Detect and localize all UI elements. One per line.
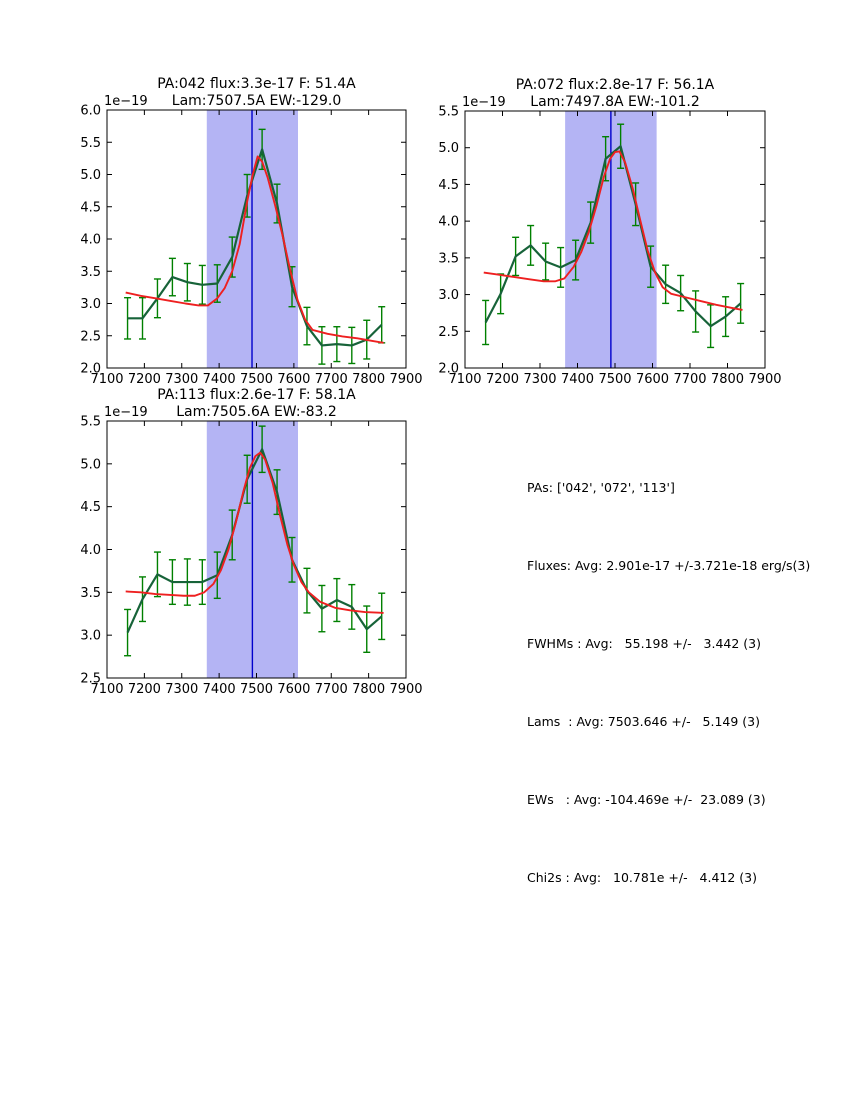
x-tick-label: 7100 [448,372,482,387]
plot-title-line1: PA:113 flux:2.6e-17 F: 58.1A [157,387,356,403]
y-tick-label: 2.5 [80,329,101,345]
stats-line-ews: EWs : Avg: -104.469e +/- 23.089 (3) [527,792,766,807]
y-tick-label: 5.0 [80,457,101,473]
x-tick-label: 7300 [165,682,199,697]
x-tick-label: 7300 [165,372,199,387]
x-tick-label: 7700 [314,372,348,387]
plot-title-line1: PA:072 flux:2.8e-17 F: 56.1A [515,77,715,93]
y-axis-offset-label: 1e−19 [104,94,148,109]
y-tick-label: 3.0 [438,288,459,304]
x-tick-label: 7200 [127,372,161,387]
plot-title-line2: Lam:7507.5A EW:-129.0 [171,93,342,109]
stats-line-pas: PAs: ['042', '072', '113'] [527,480,675,495]
x-tick-label: 7700 [314,682,348,697]
y-tick-label: 2.0 [80,361,101,377]
y-tick-label: 6.0 [80,103,101,119]
stats-line-lams: Lams : Avg: 7503.646 +/- 5.149 (3) [527,714,760,729]
y-axis-offset-label: 1e−19 [462,95,506,110]
y-tick-label: 2.5 [80,671,101,687]
y-tick-label: 3.5 [80,264,101,280]
x-tick-label: 7200 [485,372,520,387]
y-tick-label: 2.5 [438,324,459,340]
plot-title-line1: PA:042 flux:3.3e-17 F: 51.4A [157,76,356,92]
x-tick-label: 7900 [748,372,782,387]
x-tick-label: 7400 [560,372,595,387]
x-tick-label: 7100 [90,682,124,697]
y-tick-label: 4.5 [80,500,101,516]
y-tick-label: 5.5 [80,414,101,430]
x-tick-label: 7800 [352,372,386,387]
x-tick-label: 7900 [389,372,423,387]
stats-panel [527,423,810,943]
x-tick-label: 7200 [127,682,161,697]
x-tick-label: 7100 [90,372,124,387]
stats-line-fwhms: FWHMs : Avg: 55.198 +/- 3.442 (3) [527,636,761,651]
x-tick-label: 7600 [635,372,670,387]
x-tick-label: 7500 [239,682,274,697]
y-tick-label: 4.0 [438,214,459,230]
x-tick-label: 7300 [523,372,557,387]
x-tick-label: 7800 [352,682,386,697]
y-tick-label: 5.5 [438,104,459,120]
y-tick-label: 5.5 [80,135,101,151]
y-tick-label: 4.0 [80,543,101,558]
x-tick-label: 7900 [389,682,423,697]
stats-line-chi2s: Chi2s : Avg: 10.781e +/- 4.412 (3) [527,870,758,885]
y-tick-label: 3.0 [80,628,101,644]
x-tick-label: 7700 [673,372,707,387]
stats-line-fluxes: Fluxes: Avg: 2.901e-17 +/-3.721e-18 erg/s(3) [527,558,811,573]
x-tick-label: 7500 [239,372,274,387]
x-tick-label: 7400 [202,682,236,697]
y-tick-label: 5.0 [80,168,101,183]
y-tick-label: 3.5 [80,585,101,601]
x-tick-label: 7600 [277,682,311,697]
y-tick-label: 3.0 [80,297,101,312]
x-tick-label: 7500 [598,372,632,387]
x-tick-label: 7800 [710,372,745,387]
y-tick-label: 3.5 [438,251,459,267]
y-tick-label: 4.0 [80,232,101,248]
y-tick-label: 5.0 [438,141,459,157]
y-tick-label: 2.0 [438,361,459,377]
y-axis-offset-label: 1e−19 [104,405,148,420]
x-tick-label: 7400 [202,372,236,387]
plot-title-line2: Lam:7505.6A EW:-83.2 [176,404,337,420]
y-tick-label: 4.5 [438,177,459,193]
x-tick-label: 7600 [277,372,311,387]
plot-title-line2: Lam:7497.8A EW:-101.2 [530,94,700,110]
y-tick-label: 4.5 [80,200,101,216]
